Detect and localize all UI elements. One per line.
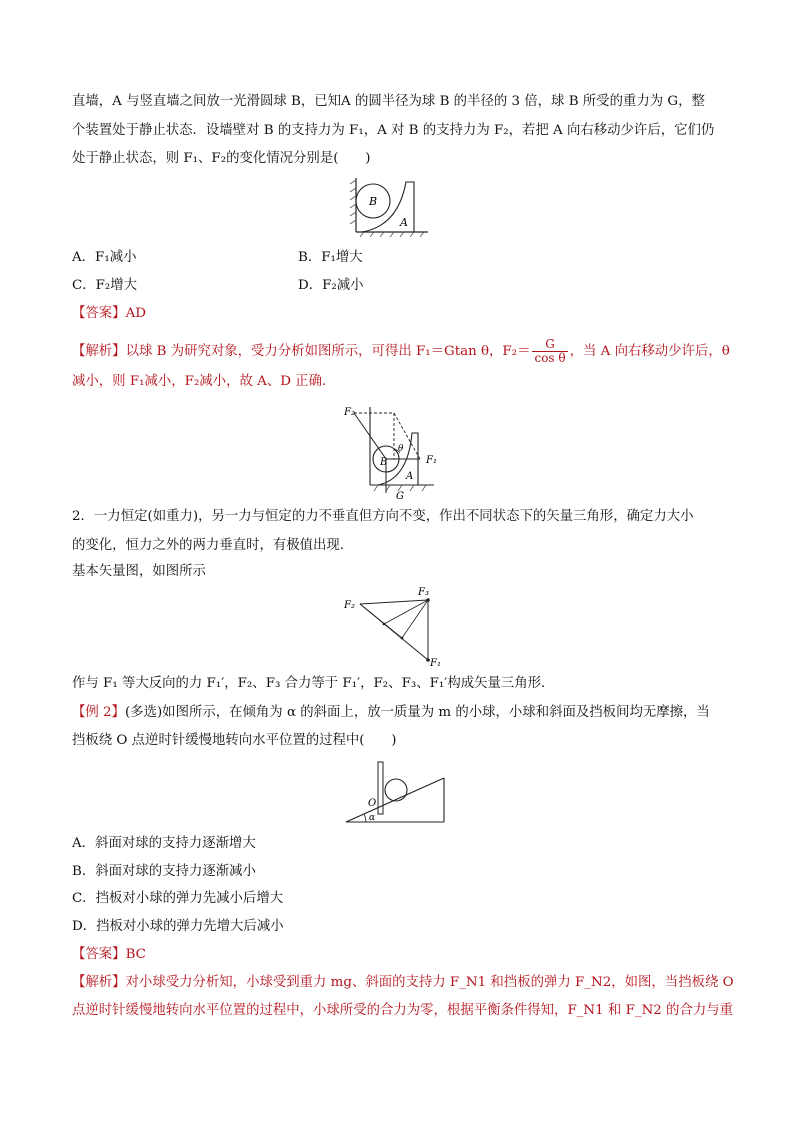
example2-line-1 (72, 703, 732, 723)
analysis-text-a: 以球 B 为研究对象，受力分析如图所示，可得出 F₁＝Gtan θ，F₂＝ (125, 344, 531, 359)
figure3-label-f3: F₃ (418, 587, 429, 598)
section2-line-3: 基本矢量图，如图所示 (72, 564, 206, 579)
example2-analysis-tag: 【解析】 (72, 975, 126, 990)
example2-option-c: C．挡板对小球的弹力先减小后增大 (72, 891, 284, 906)
figure2-label-f1: F₁ (426, 455, 437, 466)
problem1-analysis-line-1 (72, 338, 732, 365)
example2-analysis-line-1 (72, 973, 732, 993)
figure2-label-b: B (380, 457, 388, 468)
figure-force-analysis (340, 403, 440, 501)
figure-vector-triangle (342, 586, 454, 668)
problem1-line-2: 个装置处于静止状态．设墙壁对 B 的支持力为 F₁，A 对 B 的支持力为 F₂，若把 A 向右移动少许后，它们仍 (72, 123, 715, 138)
example2-tag: 【例 2】 (72, 705, 125, 720)
section2-line-1: 2．一力恒定(如重力)，另一力与恒定的力不垂直但方向不变，作出不同状态下的矢量三角形，确定力大小 (72, 509, 694, 524)
problem1-option-c: C．F₂增大 (72, 278, 138, 293)
figure3-label-f1: F₁ (430, 658, 441, 668)
example2-option-a: A．斜面对球的支持力逐渐增大 (72, 836, 256, 851)
fraction-g-over-cos (532, 338, 567, 365)
answer-value: AD (125, 306, 146, 321)
figure1-label-b: B (369, 195, 378, 208)
example2-option-b: B．斜面对球的支持力逐渐减小 (72, 864, 256, 879)
example2-answer-tag: 【答案】 (72, 947, 126, 962)
figure2-label-a: A (406, 471, 414, 482)
example2-option-d: D．挡板对小球的弹力先增大后减小 (72, 919, 284, 934)
figure1-label-a: A (400, 216, 408, 229)
example2-analysis-line-2: 点逆时针缓慢地转向水平位置的过程中，小球所受的合力为零，根据平衡条件得知，F_N1 和 F_N2 的合力与重 (72, 1003, 734, 1018)
analysis-text-b: ，当 A 向右移动少许后，θ (569, 344, 730, 359)
problem1-option-d: D．F₂减小 (298, 278, 364, 293)
figure3-label-f2: F₂ (344, 600, 355, 611)
example2-text-1: (多选)如图所示，在倾角为 α 的斜面上，放一质量为 m 的小球，小球和斜面及挡板间均无摩擦，当 (124, 705, 710, 720)
figure4-label-o: O (368, 798, 377, 809)
problem1-option-b: B．F₁增大 (298, 250, 363, 265)
example2-answer-value: BC (125, 947, 146, 962)
problem1-option-a: A．F₁减小 (72, 250, 137, 265)
analysis-tag: 【解析】 (72, 344, 126, 359)
figure-ball-wall-block (348, 174, 432, 238)
section2-line-4: 作与 F₁ 等大反向的力 F₁′，F₂、F₃ 合力等于 F₁′，F₂、F₃、F₁′构成矢量三角形． (72, 676, 555, 691)
figure2-label-theta: θ (398, 444, 404, 454)
problem1-line-3: 处于静止状态，则 F₁、F₂的变化情况分别是( ) (72, 151, 371, 166)
problem1-line-1: 直墙，A 与竖直墙之间放一光滑圆球 B，已知A 的圆半径为球 B 的半径的 3 倍，球 B 所受的重力为 G，整 (72, 94, 705, 109)
example2-line-2: 挡板绕 O 点逆时针缓慢地转向水平位置的过程中( ) (72, 733, 397, 748)
figure2-label-g: G (396, 491, 404, 501)
section2-line-2: 的变化，恒力之外的两力垂直时，有极值出现． (72, 538, 354, 553)
figure2-label-f2: F₂ (344, 407, 355, 418)
problem1-analysis-line-2: 减小，则 F₁减小，F₂减小，故 A、D 正确． (72, 374, 336, 389)
figure-incline-baffle (344, 758, 448, 824)
example2-analysis-text-1: 对小球受力分析知，小球受到重力 mg、斜面的支持力 F_N1 和挡板的弹力 F_N2，如图，当挡板绕 O (125, 975, 734, 990)
problem1-answer-line (72, 304, 732, 324)
figure4-label-alpha: α (369, 813, 376, 823)
fraction-denominator: cos θ (534, 351, 566, 365)
answer-tag: 【答案】 (72, 306, 126, 321)
fraction-numerator: G (532, 338, 567, 352)
example2-answer-line (72, 945, 732, 965)
